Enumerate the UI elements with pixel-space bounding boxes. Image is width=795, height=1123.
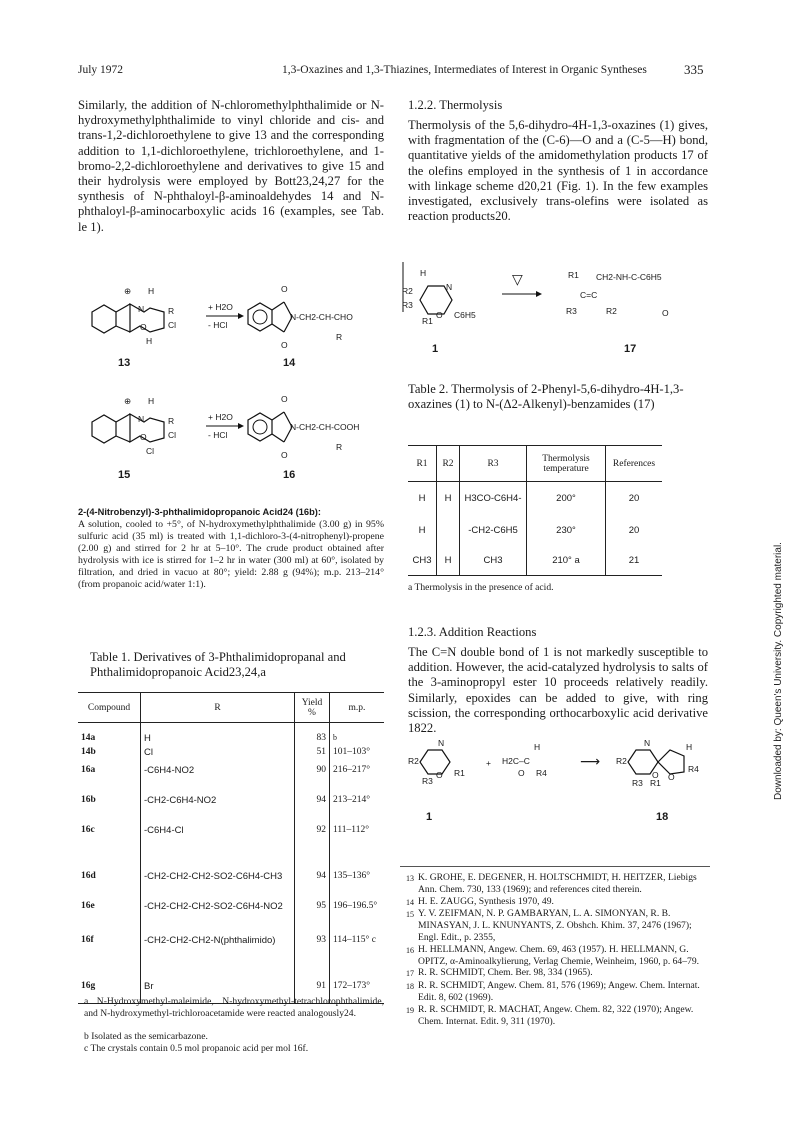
svg-text:R4: R4 — [536, 768, 547, 778]
table1-note-c: c The crystals contain 0.5 mol propanoic acid per mol 16f. — [84, 1043, 309, 1054]
table-row: 16f -CH2-CH2-CH2-N(phthalimido) 93 114–115° c — [78, 935, 384, 981]
svg-text:▽: ▽ — [512, 271, 523, 287]
table-row: 16b -CH2-C6H4-NO2 94 213–214° — [78, 795, 384, 825]
oplus-symbol: ⊕ — [124, 286, 132, 296]
structure-15 — [92, 396, 176, 481]
t2-header-r2: R2 — [437, 446, 460, 482]
svg-text:H: H — [686, 742, 693, 752]
svg-text:O: O — [281, 394, 288, 404]
svg-text:O: O — [281, 340, 288, 350]
svg-text:O: O — [436, 310, 443, 320]
svg-text:O: O — [281, 450, 288, 460]
label-16: 16 — [283, 469, 296, 481]
section-addition-title: 1.2.3. Addition Reactions — [408, 625, 537, 639]
structure-14 — [248, 284, 353, 369]
svg-text:+ H2O: + H2O — [208, 302, 233, 312]
reference-item: 19 R. R. SCHMIDT, R. MACHAT, Angew. Chem. 82, 322 (1970); Angew. Chem. Internat. Edit. 9, 311 (1970). — [406, 1003, 694, 1027]
svg-text:R: R — [336, 332, 343, 342]
table-row: 14a H 83 $^b$ — [78, 723, 384, 748]
label-18: 18 — [656, 811, 669, 823]
svg-text:O: O — [518, 768, 525, 778]
table-row: 16g Br 91 172–173° — [78, 981, 384, 1003]
reference-item: 14 H. E. ZAUGG, Synthesis 1970, 49. — [406, 895, 554, 907]
label-15: 15 — [118, 469, 131, 481]
svg-text:N: N — [138, 304, 145, 314]
svg-text:⟶: ⟶ — [580, 753, 601, 769]
svg-text:R3: R3 — [402, 300, 413, 310]
label-17: 17 — [624, 343, 637, 355]
svg-text:R3: R3 — [566, 306, 577, 316]
t2-header-r3: R3 — [460, 446, 527, 482]
svg-text:N: N — [438, 738, 445, 748]
reference-item: 18 R. R. SCHMIDT, Angew. Chem. 81, 576 (1969); Angew. Chem. Internat. Edit. 8, 602 (1969). — [406, 980, 700, 1003]
svg-text:H: H — [146, 336, 153, 346]
label-14: 14 — [283, 357, 296, 369]
t1-header-r: R — [141, 693, 295, 723]
label-13: 13 — [118, 357, 131, 369]
table-row: CH3 H CH3 210° a 21 — [408, 546, 662, 576]
structure-1-b — [408, 738, 465, 823]
table-row: 16c -C6H4-Cl 92 111–112° — [78, 825, 384, 871]
svg-text:Cl: Cl — [168, 320, 177, 330]
svg-text:N: N — [644, 738, 651, 748]
svg-text:R2: R2 — [402, 286, 413, 296]
section-thermolysis-title: 1.2.2. Thermolysis — [408, 98, 503, 112]
svg-text:R3: R3 — [632, 778, 643, 788]
svg-text:CH2-NH-C-C6H5: CH2-NH-C-C6H5 — [596, 272, 662, 282]
arrow-15-16 — [206, 412, 244, 440]
arrow-13-14 — [206, 302, 244, 330]
svg-text:N-CH2-CH-COOH: N-CH2-CH-COOH — [290, 422, 360, 432]
svg-text:H: H — [148, 286, 155, 296]
table1-note-b: b Isolated as the semicarbazone. — [84, 1031, 208, 1042]
right-paragraph-2: The C=N double bond of 1 is not markedly susceptible to addition. However, the acid-catalyzed hydrolysis to salts of the 3-aminopropyl ester 10 proceeds relatively readily. Similarly, epoxides can be added to give, with ring scission, the corresponding orthocarboxylic acid derivative 1822. — [408, 645, 708, 736]
svg-text:+: + — [486, 758, 491, 768]
svg-text:R3: R3 — [422, 776, 433, 786]
table-row: H -CH2-C6H5 230° 20 — [408, 516, 662, 546]
table-row: 14b Cl 51 101–103° — [78, 747, 384, 765]
svg-text:R1: R1 — [568, 270, 579, 280]
svg-text:R2: R2 — [616, 756, 627, 766]
structure-18 — [616, 738, 699, 823]
svg-text:R2: R2 — [606, 306, 617, 316]
svg-text:R: R — [168, 306, 175, 316]
structure-13 — [92, 286, 176, 369]
svg-text:+ H2O: + H2O — [208, 412, 233, 422]
svg-text:O: O — [662, 308, 669, 318]
svg-text:R1: R1 — [454, 768, 465, 778]
scheme-epoxide-addition — [408, 728, 708, 824]
table2-note: a Thermolysis in the presence of acid. — [408, 582, 554, 593]
reference-item: 17 R. R. SCHMIDT, Chem. Ber. 98, 334 (1965). — [406, 967, 593, 979]
table-row: 16a -C6H4-NO2 90 216–217° — [78, 765, 384, 795]
svg-text:O: O — [668, 772, 675, 782]
table-row: 16d -CH2-CH2-CH2-SO2-C6H4-CH3 94 135–136° — [78, 871, 384, 901]
table-row: H H H3CO-C6H4- 200° 20 — [408, 482, 662, 516]
table-2 — [408, 445, 662, 576]
svg-text:N: N — [138, 414, 145, 424]
label-1-b: 1 — [426, 811, 433, 823]
svg-text:R: R — [168, 416, 175, 426]
experimental-title: 2-(4-Nitrobenzyl)-3-phthalimidopropanoic Acid24 (16b): — [78, 507, 321, 517]
svg-text:R1: R1 — [422, 316, 433, 326]
svg-text:O: O — [652, 770, 659, 780]
download-notice: Downloaded by: Queen's University. Copyrighted material. — [773, 542, 784, 800]
epoxide — [502, 742, 547, 778]
t2-header-ref: References — [612, 458, 656, 469]
svg-text:O: O — [436, 770, 443, 780]
svg-text:O: O — [281, 284, 288, 294]
svg-text:Cl: Cl — [168, 430, 177, 440]
table1-note-a: a N-Hydroxymethyl-maleimide, N-hydroxymethyl-tetrachlorophthalimide, and N-hydroxymethyl-trichloroacetamide were reacted analogously24. — [84, 996, 384, 1019]
running-title: 1,3-Oxazines and 1,3-Thiazines, Intermediates of Interest in Organic Syntheses — [282, 64, 647, 76]
svg-text:R: R — [336, 442, 343, 452]
svg-text:⊕: ⊕ — [124, 396, 132, 406]
svg-text:N-CH2-CH-CHO: N-CH2-CH-CHO — [290, 312, 353, 322]
svg-text:Cl: Cl — [146, 446, 155, 456]
reference-item: 15 Y. V. ZEIFMAN, N. P. GAMBARYAN, L. A. SIMONYAN, R. B. MINASYAN, J. L. KNUNYANTS, Z. Obshch. Khim. 37, 2476 (1967); Engl. Edit., p. 2355, — [406, 908, 692, 943]
t1-header-yield: Yield % — [295, 693, 330, 723]
references-list — [400, 872, 710, 1027]
structure-17 — [566, 270, 669, 355]
table-1 — [78, 692, 384, 1004]
experimental-text: A solution, cooled to +5°, of N-hydroxymethylphthalimide (3.00 g) in 95% sulfuric acid (35 ml) is treated with 1,1-dichloro-3-(4-nitrophenyl)-propene (2.00 g) and stirred for 2 hr at 5–10°. The crude product obtained after hydrolysis with ice is stirred for 1–2 hr in water (300 ml) at 60°, isolated by filtration, and dried in vacuo at 80°; yield: 2.88 g (94%); m.p. 213–214° (from propanoic acid/water 1:1). — [78, 519, 384, 591]
svg-text:O: O — [140, 322, 147, 332]
svg-text:R4: R4 — [688, 764, 699, 774]
svg-text:O: O — [140, 432, 147, 442]
svg-text:H: H — [420, 268, 427, 278]
svg-text:R1: R1 — [650, 778, 661, 788]
svg-text:C=C: C=C — [580, 290, 598, 300]
footnote-rule — [400, 866, 710, 867]
scheme-thermolysis — [400, 262, 710, 362]
t2-header-temp: Thermolysis temperature — [527, 446, 606, 482]
page-number: 335 — [684, 62, 704, 77]
table1-caption: Table 1. Derivatives of 3-Phthalimidopropanal and Phthalimidopropanoic Acid23,24,a — [90, 650, 346, 680]
scheme-phthalimide-hydrolysis — [78, 282, 388, 487]
svg-text:- HCl: - HCl — [208, 430, 228, 440]
reference-item: 16 H. HELLMANN, Angew. Chem. 69, 463 (1957). H. HELLMANN, G. OPITZ, α-Aminoalkylierung, Verlag Chemie, Weinheim, 1960, p. 64–79. — [406, 943, 700, 967]
reference-item: 13 K. GROHE, E. DEGENER, H. HOLTSCHMIDT, H. HEITZER, Liebigs Ann. Chem. 730, 133 (1969); and references cited therein. — [406, 872, 697, 895]
left-paragraph-1: Similarly, the addition of N-chloromethylphthalimide or N-hydroxymethylphthalimide to vinyl chloride and cis- and trans-1,2-dichloroethylene to give 13 and the corresponding addition to 1,1-dichloroethylene, trichloroethylene, and 1-bromo-2,2-dichloroethylene and derivatives to give 15 and their hydrolysis were employed by Bott23,24,27 for the synthesis of N-phthaloyl-β-aminoaldehydes 14 and N-phthaloyl-β-aminocarboxylic acids 16 (examples, see Tab. le 1). — [78, 98, 384, 234]
svg-text:H2C–C: H2C–C — [502, 756, 530, 766]
thermolysis-arrow — [502, 271, 542, 297]
t2-header-r1: R1 — [408, 446, 437, 482]
t1-header-mp: m.p. — [348, 702, 366, 713]
right-paragraph-1: Thermolysis of the 5,6-dihydro-4H-1,3-oxazines (1) gives, with fragmentation of the (C-6)—O and a (C-5—H) bond, quantitative yields of the amidomethylation products 17 of the olefins employed in the synthesis of 1 in accordance with linkage scheme d20,21 (Fig. 1). In the few examples investigated, exclusively trans-olefins were isolated as reaction products20. — [408, 118, 708, 224]
structure-16 — [248, 394, 359, 481]
t1-header-compound: Compound — [78, 693, 141, 723]
svg-text:H: H — [148, 396, 155, 406]
label-1: 1 — [432, 343, 439, 355]
table2-caption: Table 2. Thermolysis of 2-Phenyl-5,6-dihydro-4H-1,3-oxazines (1) to N-(Δ2-Alkenyl)-benzamides (17) — [408, 382, 684, 412]
svg-text:N: N — [446, 282, 453, 292]
svg-text:H: H — [534, 742, 541, 752]
svg-text:R2: R2 — [408, 756, 419, 766]
svg-text:- HCl: - HCl — [208, 320, 228, 330]
svg-text:C6H5: C6H5 — [454, 310, 476, 320]
table-row: 16e -CH2-CH2-CH2-SO2-C6H4-NO2 95 196–196.5° — [78, 901, 384, 935]
header-date: July 1972 — [78, 64, 124, 76]
structure-1 — [402, 268, 476, 355]
